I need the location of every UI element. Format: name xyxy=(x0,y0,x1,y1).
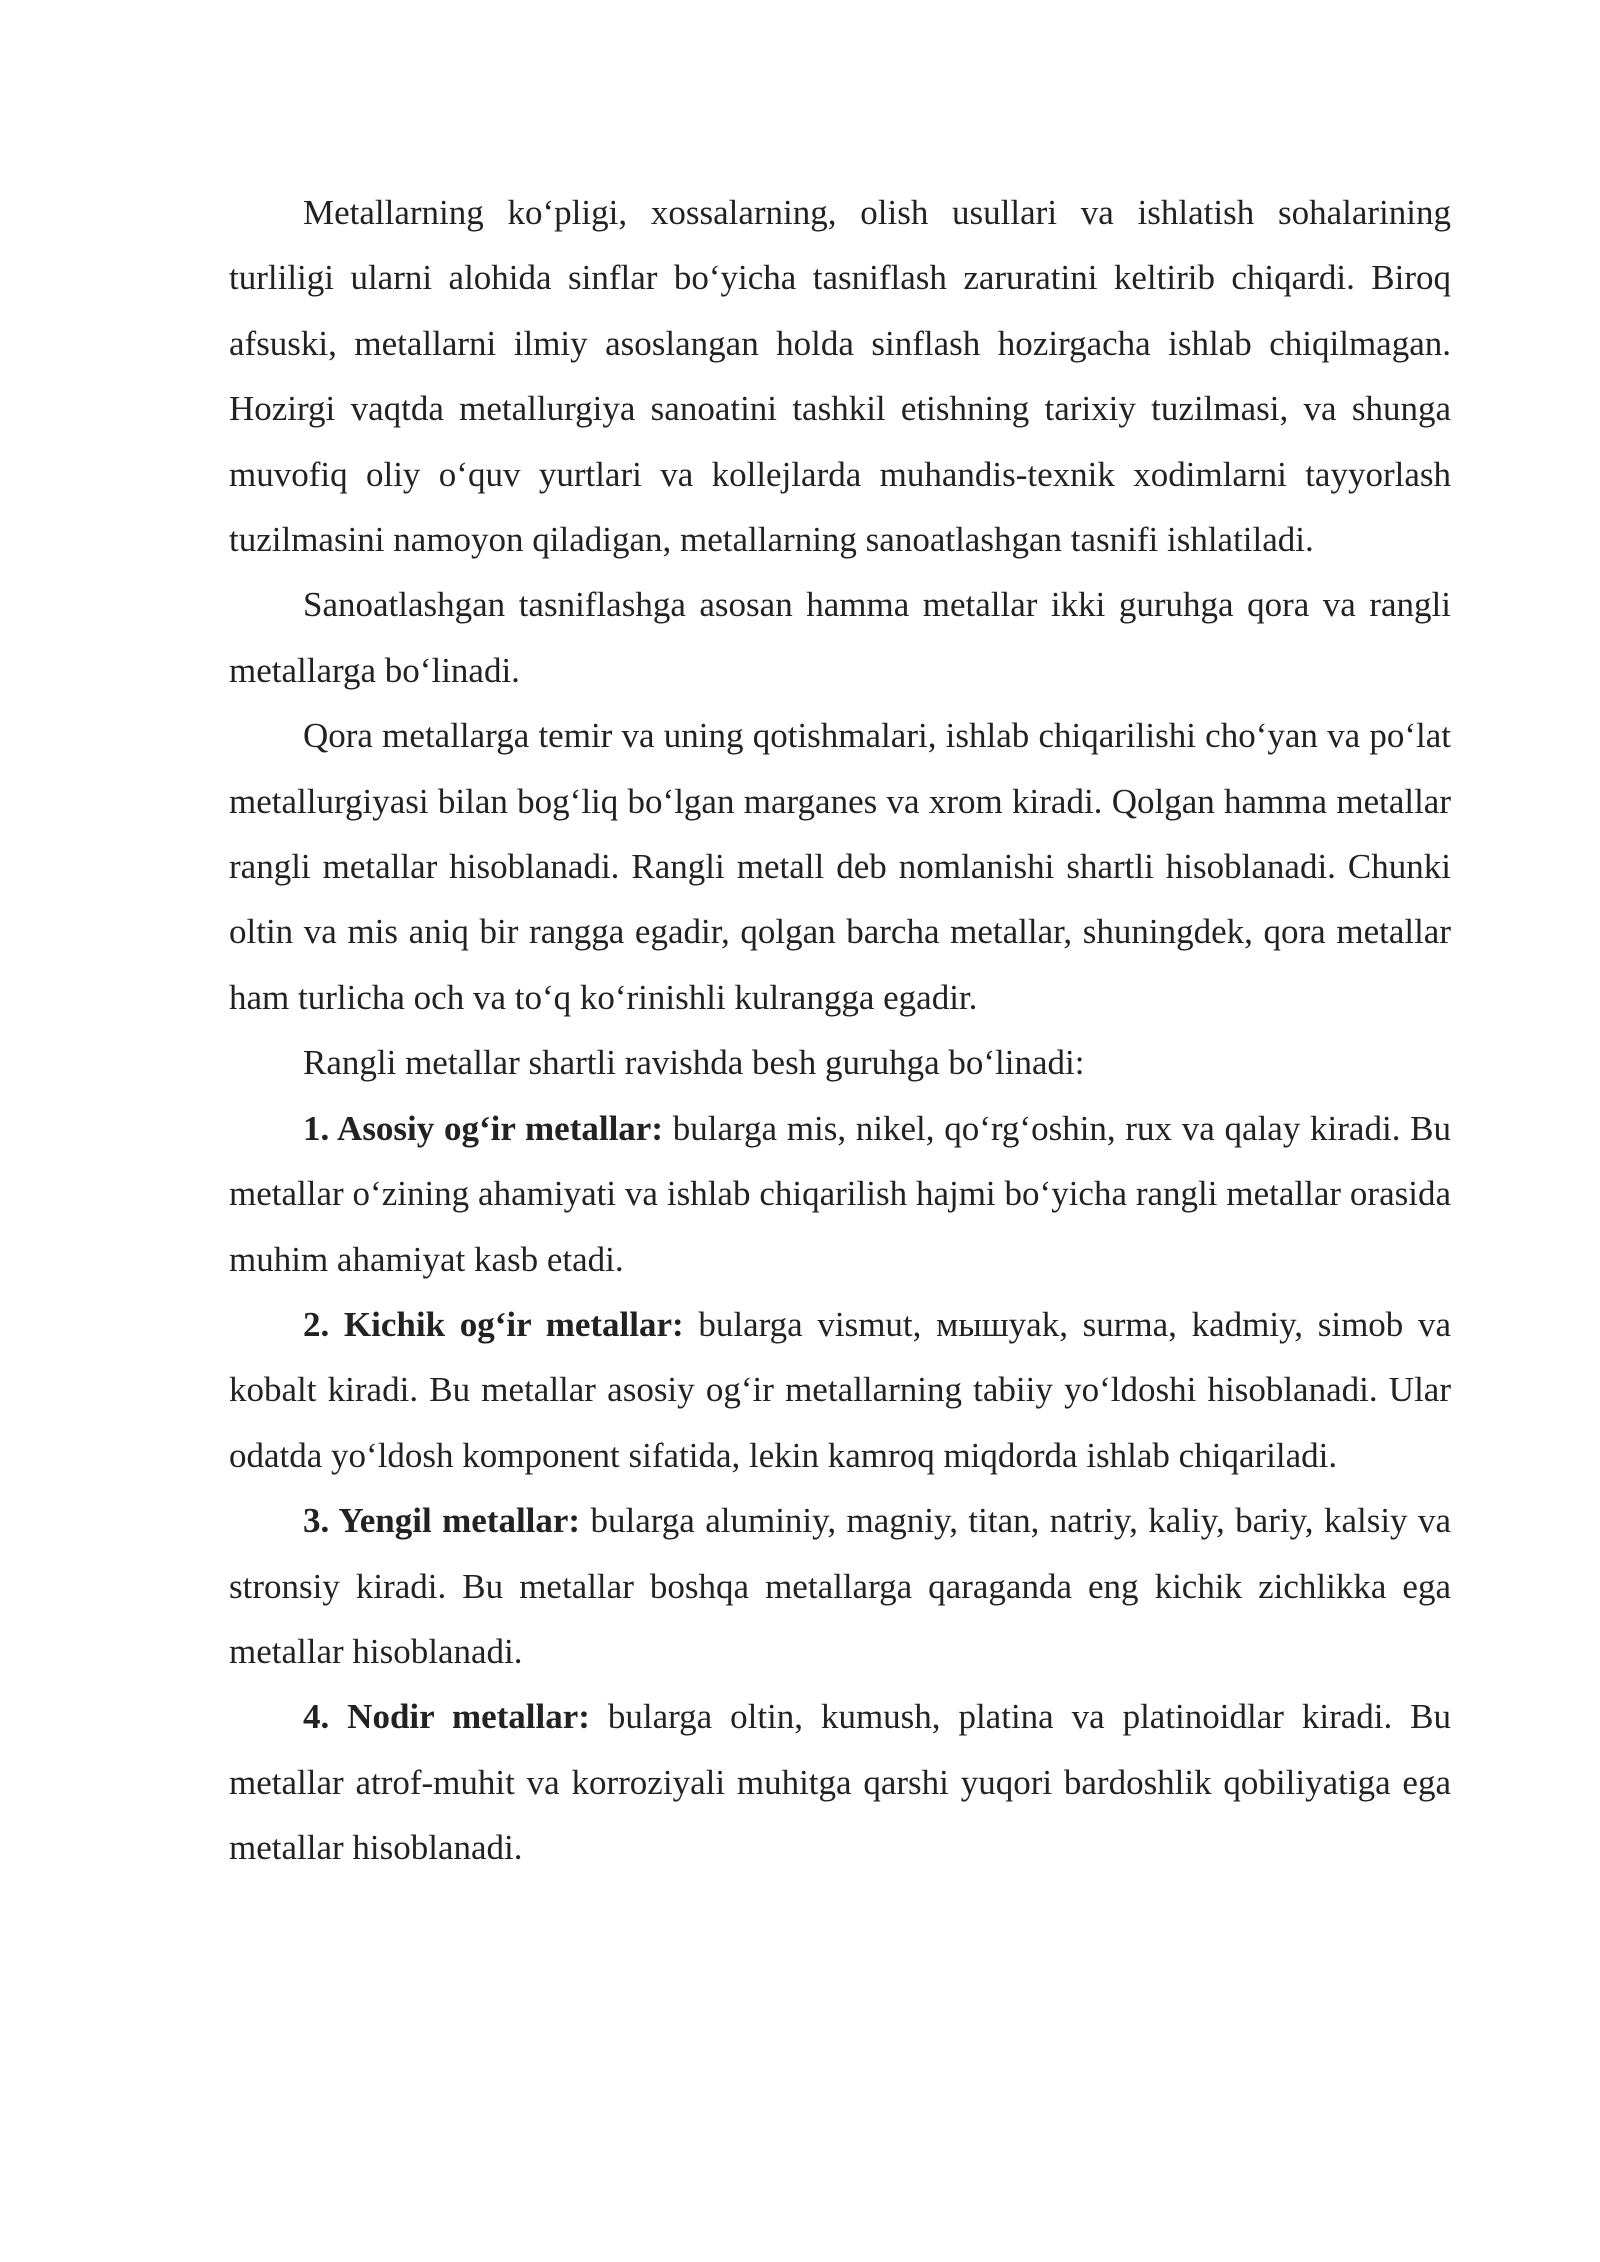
group-item xyxy=(229,1096,1451,1292)
group-heading: 4. Nodir metallar: xyxy=(303,1697,590,1737)
paragraph-classification: Sanoatlashgan tasniflashga asosan hamma metallar ikki guruhga qora va rangli metallarga bo‘linadi. xyxy=(229,585,1451,690)
group-heading: 3. Yengil metallar: xyxy=(303,1501,581,1541)
group-text: bularga oltin, kumush, platina va platinoidlar kiradi. Bu metallar atrof-muhit va korroziyali muhitga qarshi yuqori bardoshlik qobiliyatiga ega metallar hisoblanadi. xyxy=(229,1697,1451,1868)
group-heading: 1. Asosiy og‘ir metallar: xyxy=(303,1108,663,1148)
group-text: bularga vismut, мышyak, surma, kadmiy, simob va kobalt kiradi. Bu metallar asosiy og‘ir metallarning tabiiy yo‘ldoshi hisoblanadi. Ular odatda yo‘ldosh komponent sifatida, lekin kamroq miqdorda ishlab chiqariladi. xyxy=(229,1304,1452,1475)
group-item xyxy=(229,1684,1451,1880)
group-text: bularga mis, nikel, qo‘rg‘oshin, rux va qalay kiradi. Bu metallar o‘zining ahamiyati va ishlab chiqarilish hajmi bo‘yicha rangli metallar orasida muhim ahamiyat kasb etadi. xyxy=(229,1108,1452,1279)
group-item xyxy=(229,1488,1451,1684)
document-page xyxy=(229,180,1451,1881)
paragraph-ferrous-metals: Qora metallarga temir va uning qotishmalari, ishlab chiqarilishi cho‘yan va po‘lat metallurgiyasi bilan bog‘liq bo‘lgan marganes va xrom kiradi. Qolgan hamma metallar rangli metallar hisoblanadi. Rangli metall deb nomlanishi shartli hisoblanadi. Chunki oltin va mis aniq bir rangga egadir, qolgan barcha metallar, shuningdek, qora metallar ham turlicha och va to‘q ko‘rinishli kulrangga egadir. xyxy=(229,716,1451,1017)
paragraph-nonferrous-groups: Rangli metallar shartli ravishda besh guruhga bo‘linadi: xyxy=(303,1043,1085,1083)
group-heading: 2. Kichik og‘ir metallar: xyxy=(303,1304,684,1344)
paragraph-intro: Metallarning ko‘pligi, xossalarning, olish usullari va ishlatish sohalarining turliligi ularni alohida sinflar bo‘yicha tasniflash zaruratini keltirib chiqardi. Biroq afsuski, metallarni ilmiy asoslangan holda sinflash hozirgacha ishlab chiqilmagan. Hozirgi vaqtda metallurgiya sanoatini tashkil etishning tarixiy tuzilmasi, va shunga muvofiq oliy o‘quv yurtlari va kollejlarda muhandis-texnik xodimlarni tayyorlash tuzilmasini namoyon qiladigan, metallarning sanoatlashgan tasnifi ishlatiladi. xyxy=(229,193,1451,560)
group-text: bularga aluminiy, magniy, titan, natriy, kaliy, bariy, kalsiy va stronsiy kiradi. Bu metallar boshqa metallarga qaraganda eng kichik zichlikka ega metallar hisoblanadi. xyxy=(229,1501,1451,1671)
group-item xyxy=(229,1292,1451,1488)
